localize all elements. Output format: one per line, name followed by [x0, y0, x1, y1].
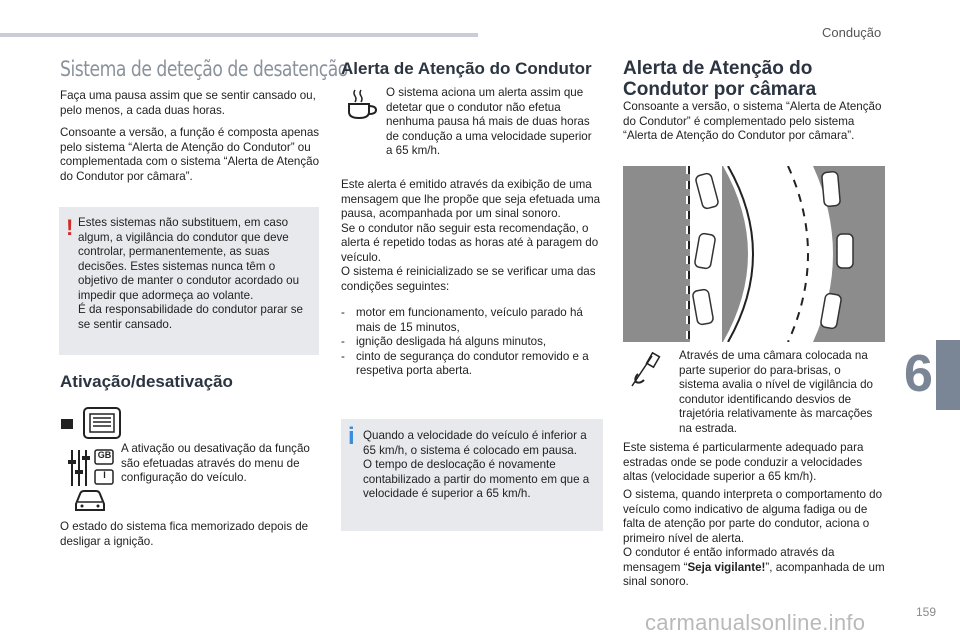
col2-title: Alerta de Atenção do Condutor [341, 59, 592, 78]
chapter-tab [936, 340, 960, 410]
col3-p2: Este sistema é particularmente adequado para estradas onde se pode conduzir a velocidades altas (velocidade superior a 65 km/h). [623, 441, 864, 483]
col1-p2: Consoante a versão, a função é composta apenas pelo sistema “Alerta de Atenção do Condutor” ou complementada com o sistema “Alerta de Atenção do Condutor por câmara”. [60, 126, 320, 183]
lane-departure-illustration [623, 166, 885, 342]
col3-p3 [623, 488, 885, 590]
memo-text: O estado do sistema fica memorizado depois de desligar a ignição. [60, 520, 309, 548]
car-icon [72, 488, 108, 514]
col2-body: Este alerta é emitido através da exibição de uma mensagem que lhe propõe que seja efetuada uma pausa, acompanhada por um sinal sonoro. Se o condutor não seguir esta recomendação, o alerta é repetido todas as horas até à paragem do veículo. O sistema é reinicializado se se verificar uma das condições seguintes: [341, 178, 601, 293]
i-label: I [103, 470, 106, 480]
warning-text: Estes sistemas não substituem, em caso algum, a vigilância do condutor que deve controlar, permanentemente, as suas decisões. Estes sistemas nunca têm o objetivo de manter o condutor acordado ou impedir que adormeça ao volante. É da responsabilidade do condutor parar se se sentir cansado. [78, 216, 303, 331]
watermark: carmanualsonline.info [645, 610, 866, 635]
col3-p1: Consoante a versão, o sistema “Alerta de Atenção do Condutor” é complementado pelo sistema “Alerta de Atenção do Condutor por câmara”. [623, 100, 882, 142]
col3-title: Alerta de Atenção do Condutor por câmara [623, 58, 817, 100]
info-box [341, 419, 603, 531]
list-item: - ignição desligada há alguns minutos, [341, 335, 603, 350]
coffee-cup-icon [346, 88, 380, 120]
p3-text-before: O sistema, quando interpreta o comportamento do veículo como indicativo de alguma fadiga ou de falta de atenção por parte do condutor, aciona o primeiro nível de alerta. O condutor é então informado através da mensagem “ [623, 488, 883, 574]
chapter-number: 6 [904, 345, 933, 403]
col1-p1: Faça uma pausa assim que se sentir cansado ou, pelo menos, a cada duas horas. [60, 89, 316, 117]
camera-text: Através de uma câmara colocada na parte superior do para-brisas, o sistema avalia o nível de vigilância do condutor identificando desvios de trajetória relativamente às marcações na estrada. [679, 349, 873, 435]
alert-message: Seja vigilante! [687, 560, 766, 574]
col1-title: Sistema de deteção de desatenção [60, 57, 348, 81]
list-item: - motor em funcionamento, veículo parado há mais de 15 minutos, [341, 306, 603, 335]
page-number: 159 [916, 605, 937, 619]
screen-icon [60, 406, 122, 440]
col2-intro: O sistema aciona um alerta assim que detetar que o condutor não efetua nenhuma pausa há mais de duas horas de condução a uma velocidade superior a 65 km/h. [386, 86, 592, 157]
gb-label: GB [97, 450, 112, 460]
info-text: Quando a velocidade do veículo é inferior a 65 km/h, o sistema é colocado em pausa. O tempo de deslocação é novamente contabilizado a partir do momento em que a velocidade é superior a 65 km/h. [363, 429, 590, 500]
list-item: - cinto de segurança do condutor removido e a respetiva porta aberta. [341, 350, 603, 379]
header-bar [0, 33, 478, 37]
activation-title: Ativação/desativação [60, 372, 233, 391]
camera-icon [630, 352, 662, 388]
warning-icon: ! [66, 215, 74, 240]
section-title: Condução [822, 25, 882, 40]
p3-text-after: ”, acompanhada de um sinal sonoro. [623, 560, 885, 588]
warning-box [59, 207, 319, 355]
conditions-list [341, 306, 603, 379]
activation-text: A ativação ou desativação da função são efetuadas através do menu de configuração do veículo. [121, 442, 310, 484]
info-icon: i [348, 423, 355, 450]
